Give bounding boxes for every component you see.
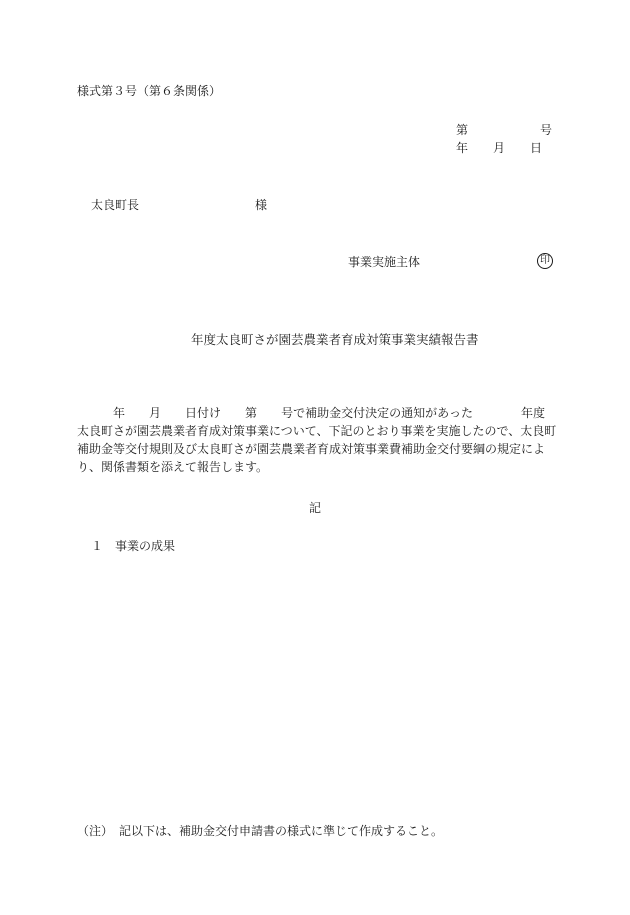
body-line-1: [77, 404, 551, 422]
number-prefix: 第: [456, 123, 469, 137]
body-number-prefix: 第: [245, 406, 258, 420]
date-year: 年: [456, 141, 469, 155]
footnote: （注） 記以下は、補助金交付申請書の様式に準じて作成すること。: [77, 824, 444, 838]
body-month: 月: [149, 406, 162, 420]
document-date: [456, 140, 542, 156]
body-year: 年: [113, 406, 126, 420]
date-day: 日: [530, 141, 543, 155]
report-body: [77, 404, 557, 476]
body-line-2: 太良町さが園芸農業者育成対策事業について、下記のとおり事業を実施したので、太良町: [77, 424, 557, 438]
ki-heading: 記: [309, 501, 322, 515]
date-month: 月: [493, 141, 506, 155]
body-line-4: り、関係書類を添えて報告します。: [77, 460, 269, 474]
section-1-heading: １ 事業の成果: [91, 539, 176, 553]
addressee-name: 太良町長: [91, 198, 140, 212]
applicant-label: 事業実施主体: [348, 255, 421, 269]
form-number: 様式第３号（第６条関係）: [77, 84, 222, 98]
body-notice-text: 号で補助金交付決定の通知があった: [281, 406, 473, 420]
body-fiscal-year: 年度: [520, 406, 545, 420]
seal-mark: 印: [537, 253, 553, 269]
report-title: 年度太良町さが園芸農業者育成対策事業実績報告書: [191, 332, 479, 347]
number-suffix: 号: [540, 123, 553, 137]
body-date-suffix: 日付け: [185, 406, 222, 420]
document-number: [456, 122, 552, 138]
addressee-honorific: 様: [255, 198, 268, 212]
body-line-3: 補助金等交付規則及び太良町さが園芸農業者育成対策事業費補助金交付要綱の規定によ: [77, 442, 546, 456]
